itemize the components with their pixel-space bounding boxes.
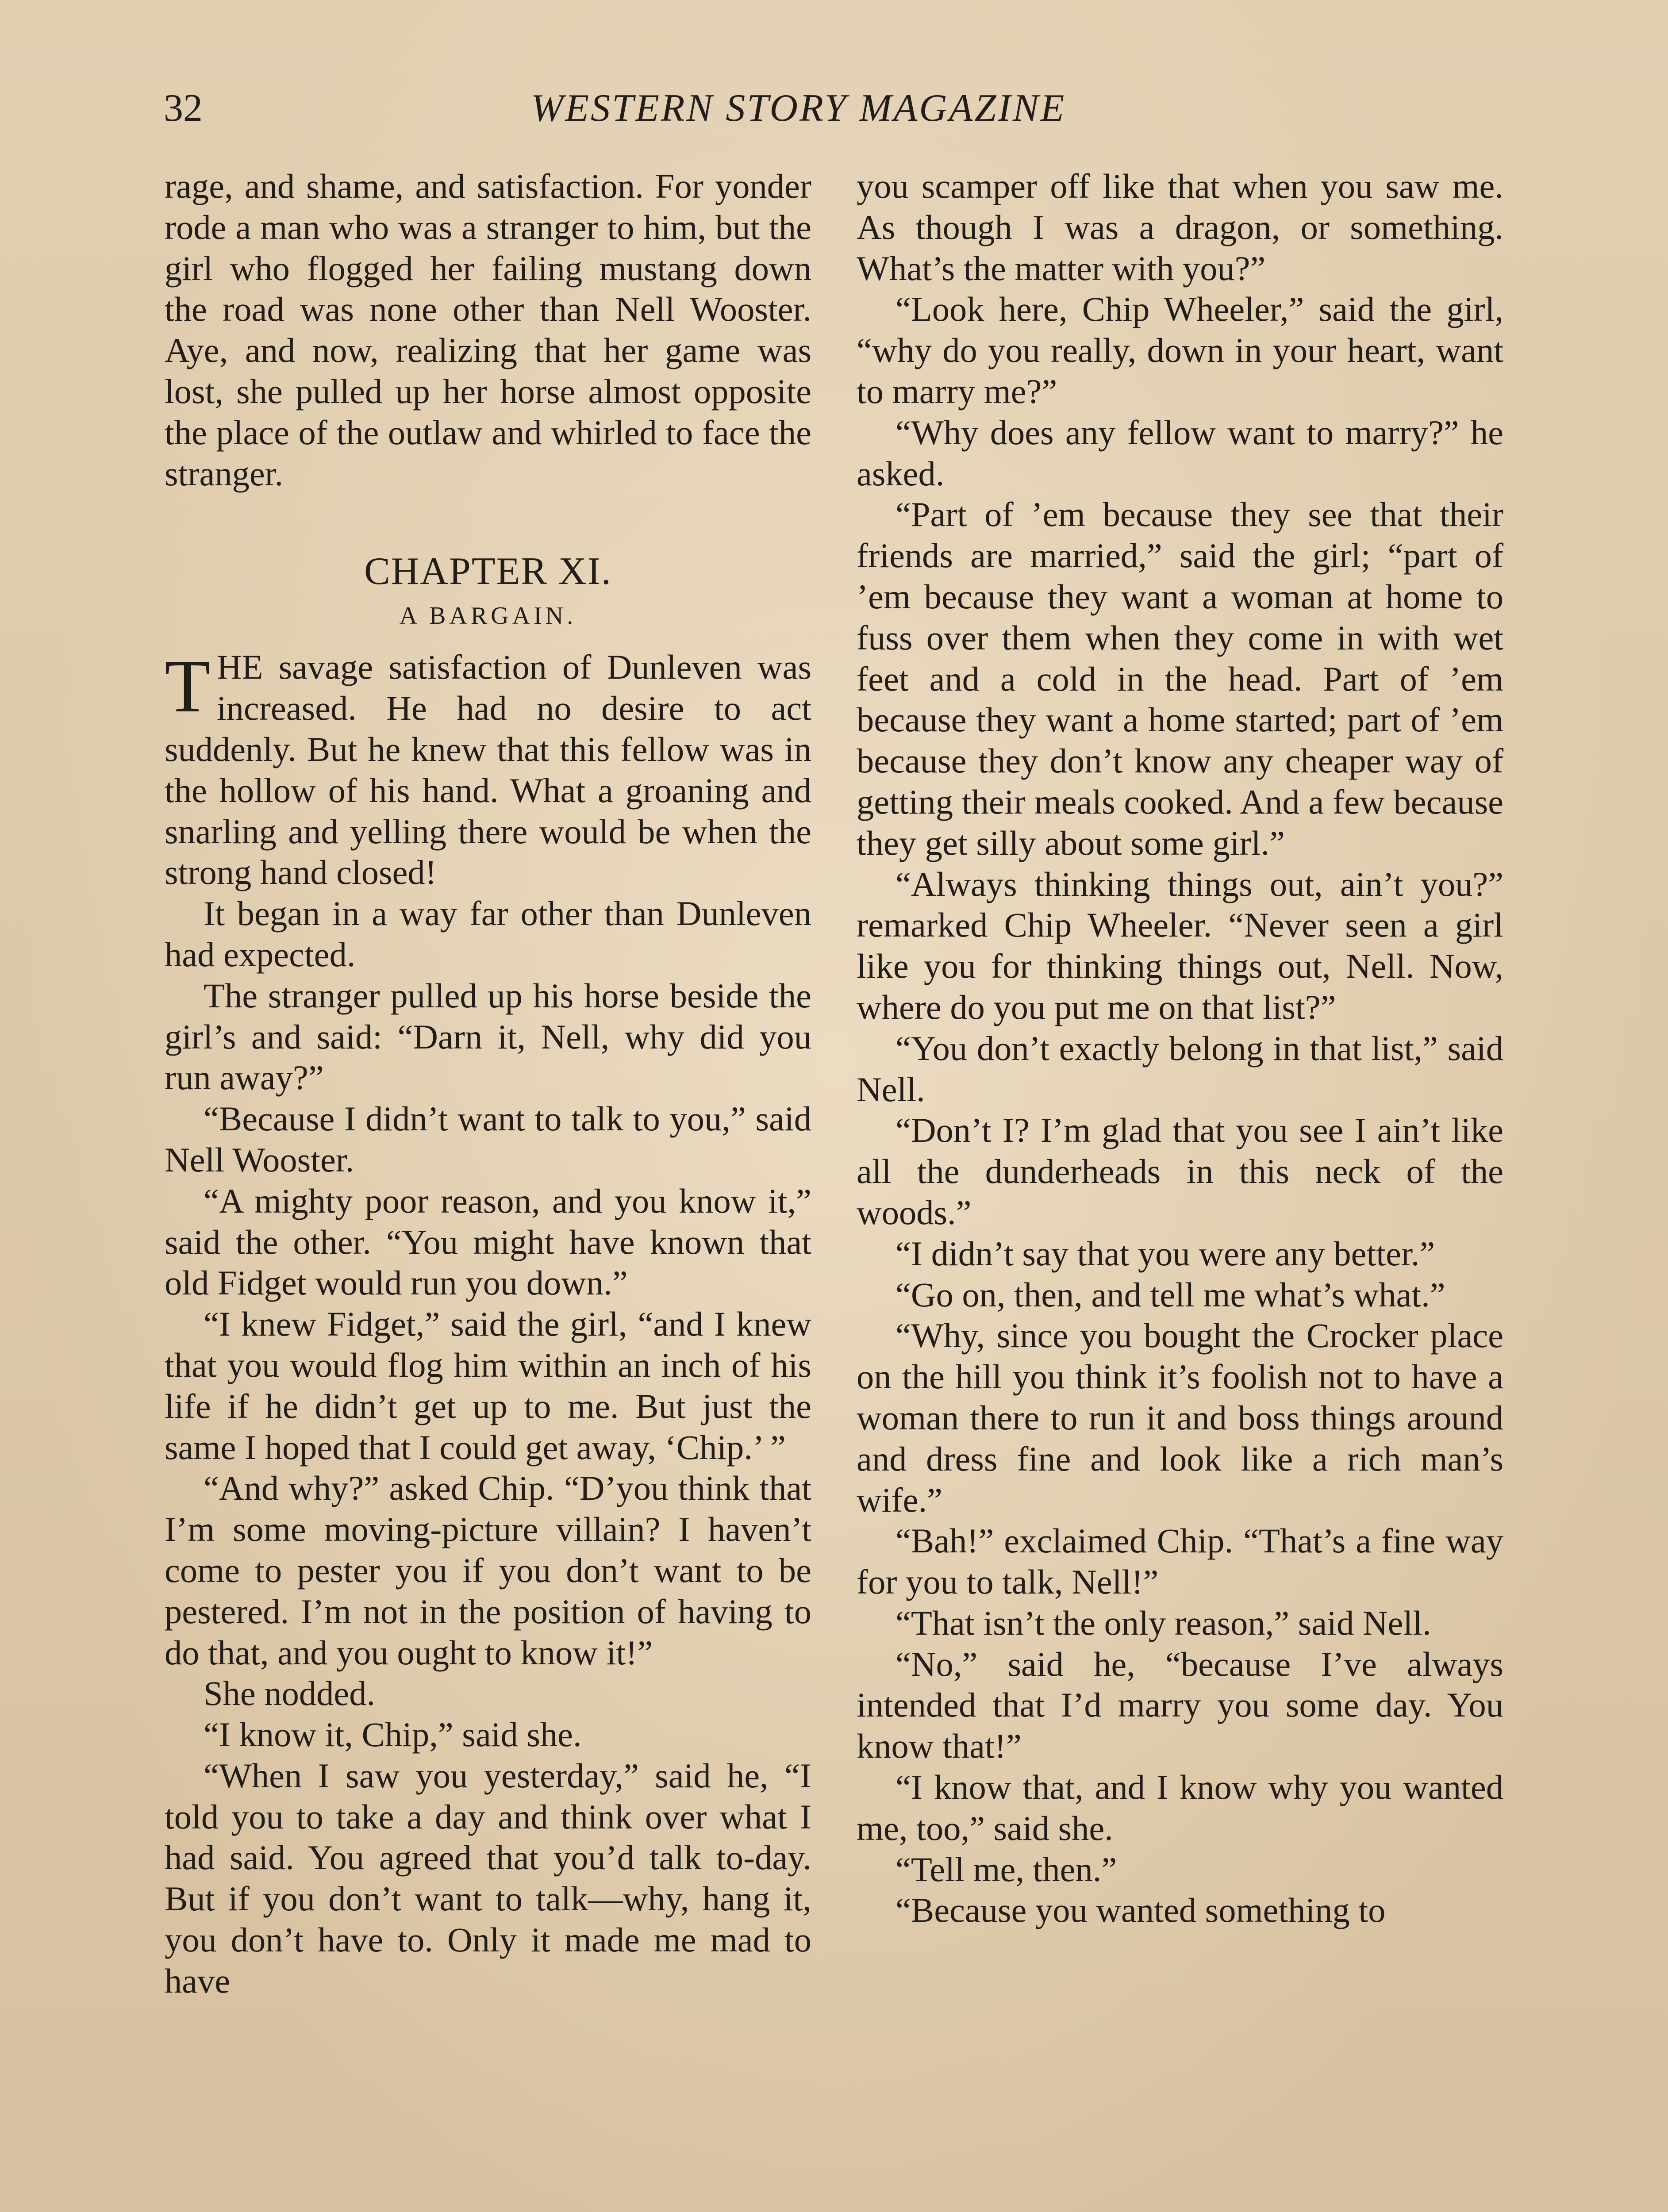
paragraph: “I didn’t say that you were any better.” <box>895 1234 1435 1273</box>
left-column <box>165 166 811 2002</box>
magazine-title: WESTERN STORY MAGAZINE <box>531 87 1066 130</box>
drop-cap: T <box>165 645 211 728</box>
chapter-opening-text: HE savage satisfaction of Dunleven was increased. He had no desire to act suddenly. But he knew that this fellow was in the hollow of his hand. What a groaning and snarling and yelling there would be when the strong hand closed! <box>165 648 811 892</box>
paragraph: “Because you wanted something to <box>895 1891 1386 1930</box>
page-number: 32 <box>164 87 203 130</box>
paragraph: “Always thinking things out, ain’t you?” remarked Chip Wheeler. “Never seen a girl like you for thinking things out, Nell. Now, where do you put me on that list?” <box>857 864 1503 1026</box>
paragraph: “No,” said he, “because I’ve always intended that I’d marry you some day. You know that!” <box>857 1644 1503 1766</box>
chapter-heading: CHAPTER XI. <box>364 550 612 593</box>
paragraph: “When I saw you yesterday,” said he, “I told you to take a day and think over what I had said. You agreed that you’d talk to-day. But if you don’t want to talk—why, hang it, you don’t have to. Only it made me mad to have <box>165 1756 811 2000</box>
paragraph: “Bah!” exclaimed Chip. “That’s a fine way for you to talk, Nell!” <box>857 1521 1503 1601</box>
paragraph: “I know that, and I know why you wanted me, too,” said she. <box>857 1768 1503 1847</box>
paragraph: It began in a way far other than Dunleven had expected. <box>165 894 811 974</box>
paragraph: “I know it, Chip,” said she. <box>204 1715 582 1754</box>
paragraph: “That isn’t the only reason,” said Nell. <box>895 1603 1431 1642</box>
paragraph: The stranger pulled up his horse beside the girl’s and said: “Darn it, Nell, why did you run away?” <box>165 976 811 1097</box>
chapter-opening-paragraph <box>165 647 811 893</box>
chapter-subtitle: A BARGAIN. <box>399 602 577 630</box>
paragraph: “Because I didn’t want to talk to you,” said Nell Wooster. <box>165 1099 811 1179</box>
paragraph: “Go on, then, and tell me what’s what.” <box>895 1275 1445 1314</box>
paragraph: “You don’t exactly belong in that list,” said Nell. <box>857 1029 1503 1109</box>
paragraph: “Look here, Chip Wheeler,” said the girl, “why do you really, down in your heart, want to marry me?” <box>857 290 1503 411</box>
paragraph: “Part of ’em because they see that their friends are married,” said the girl; “part of ’em because they want a woman at home to fuss over them when they come in with wet feet and a cold in the head. Part of ’em because they want a home started; part of ’em because they don’t know any cheaper way of getting their meals cooked. And a few because they get silly about some girl.” <box>857 495 1503 862</box>
right-column <box>857 166 1503 1931</box>
paragraph: “Why does any fellow want to marry?” he asked. <box>857 413 1503 493</box>
continued-paragraph: rage, and shame, and satisfaction. For yonder rode a man who was a stranger to him, but the girl who flogged her failing mustang down the road was none other than Nell Wooster. Aye, and now, realizing that her game was lost, she pulled up her horse almost opposite the place of the outlaw and whirled to face the stranger. <box>165 167 811 493</box>
paragraph: “Don’t I? I’m glad that you see I ain’t like all the dunderheads in this neck of the woods.” <box>857 1111 1503 1232</box>
paragraph: “I knew Fidget,” said the girl, “and I knew that you would flog him within an inch of his life if he didn’t get up to me. But just the same I hoped that I could get away, ‘Chip.’ ” <box>165 1305 811 1467</box>
paragraph: “And why?” asked Chip. “D’you think that I’m some moving-picture villain? I haven’t come to pester you if you don’t want to be pestered. I’m not in the position of having to do that, and you ought to know it!” <box>165 1469 811 1672</box>
paragraph: “Tell me, then.” <box>895 1850 1117 1889</box>
running-head <box>0 82 1668 135</box>
paragraph: “A mighty poor reason, and you know it,” said the other. “You might have known that old Fidget would run you down.” <box>165 1181 811 1302</box>
paragraph: “Why, since you bought the Crocker place on the hill you think it’s foolish not to have a woman there to run it and boss things around and dress fine and look like a rich man’s wife.” <box>857 1316 1503 1519</box>
paragraph: She nodded. <box>204 1674 376 1713</box>
continued-paragraph: you scamper off like that when you saw me. As though I was a dragon, or something. What’s the matter with you?” <box>857 167 1503 288</box>
